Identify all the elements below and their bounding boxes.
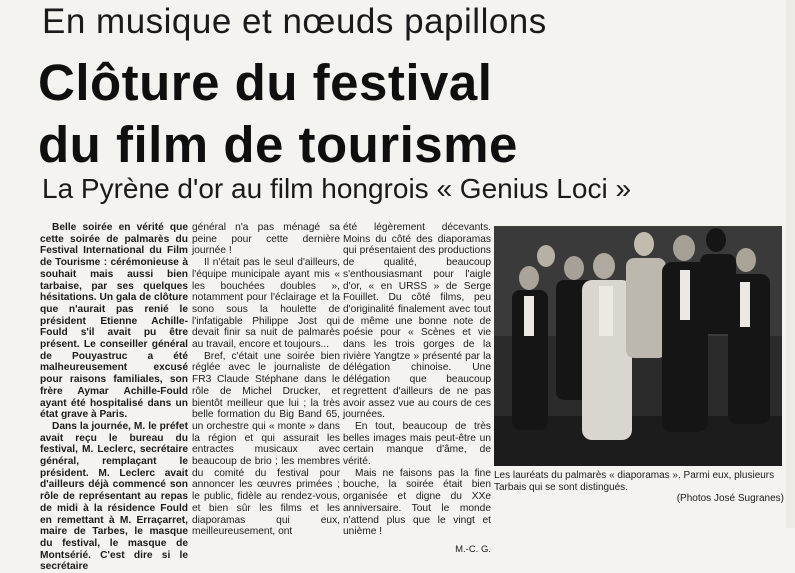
article-paragraph: Belle soirée en vérité que cette soirée de palmarès du Festival International du Film de Tourisme : cérémonieuse à souhait mais aussi bien tarbaise, par ses quelques hésitations. Un gala de clôture que n'aurait pas renié le président Etienne Achille-Fould s'il avait pu être présent. Le conseiller général de Pouyastruc a été malheureusement excusé pour raisons familiales, son frère Aymar Achille-Fould ayant été hospitalisé dans un état grave à Paris.: [40, 222, 188, 421]
group-photo-illustration: [494, 226, 782, 466]
article-column-2: [192, 222, 340, 538]
kicker-headline: En musique et nœuds papillons: [42, 2, 547, 41]
article-paragraph: Mais ne faisons pas la fine bouche, la soirée était bien organisée et digne du XXe anniversaire. Tout le monde n'attend plus que le vingt et unième !: [343, 467, 491, 538]
article-column-1: [40, 222, 188, 573]
award-winners-photo: [494, 226, 782, 466]
article-paragraph: Dans la journée, M. le préfet avait reçu le bureau du festival, M. Leclerc, secrétaire général, remplaçant le président. M. Leclerc avait d'ailleurs déjà commencé son rôle de représentant au repas de midi à la résidence Fould en remettant à M. Erraçarret, maire de Tarbes, le masque du festival, le masque de Montsérié. C'est dire si le secrétaire: [40, 420, 188, 573]
adjacent-page-edge: [786, 0, 795, 528]
article-paragraph: été légèrement décevants. Moins du côté des diaporamas qui présentaient des productions de qualité, beaucoup s'enthousiasmant pour l'aigle d'or, « en URSS » de Serge Fouillet. Du côté films, peu d'originalité finalement avec tout de même une bonne note de poésie pour « Scènes et vie dans les trois gorges de la rivière Yangtze » présenté par la délégation chinoise. Une délégation que beaucoup regrettent d'ailleurs de ne pas avoir assez vue au cours de ces journées.: [343, 222, 491, 421]
headline-line-1: Clôture du festival: [38, 54, 493, 111]
article-paragraph: Il n'était pas le seul d'ailleurs, l'équipe municipale ayant mis « les bouchées doubles », notamment pour l'éclairage et la sono sous la houlette de l'infatigable Philippe Jost qui devait finir sa nuit de palmarès au travail, encore et toujours...: [192, 257, 340, 351]
author-signature: M.-C. G.: [455, 543, 491, 555]
photo-credit: (Photos José Sugranes): [676, 493, 784, 504]
article-column-3: [343, 222, 491, 556]
article-paragraph: général n'a pas ménagé sa peine pour cette dernière journée !: [192, 222, 340, 257]
caption-text: Les lauréats du palmarès « diaporamas ». Parmi eux, plusieurs Tarbais qui se sont distingués.: [494, 470, 775, 493]
article-paragraph: Bref, c'était une soirée bien réglée avec le journaliste de FR3 Claude Stéphane dans le rôle de Michel Drucker, et bientôt meilleur que lui ; la très belle formation du Big Band 65, un orchestre qui « monte » dans la région et qui assurait les entractes musicaux avec beaucoup de brio ; les membres du comité du festival pour annoncer les œuvres primées ; le public, fidèle au rendez-vous, et bien sûr les films et les diaporamas qui eux, meilleureusement, ont: [192, 350, 340, 538]
photo-caption: [494, 470, 784, 505]
main-headline: [38, 52, 738, 176]
headline-line-2: du film de tourisme: [38, 116, 518, 173]
subheadline-deck: La Pyrène d'or au film hongrois « Genius Loci »: [42, 173, 632, 204]
article-paragraph: En tout, beaucoup de très belles images mais peut-être un certain manque d'âme, de vérité.: [343, 420, 491, 468]
